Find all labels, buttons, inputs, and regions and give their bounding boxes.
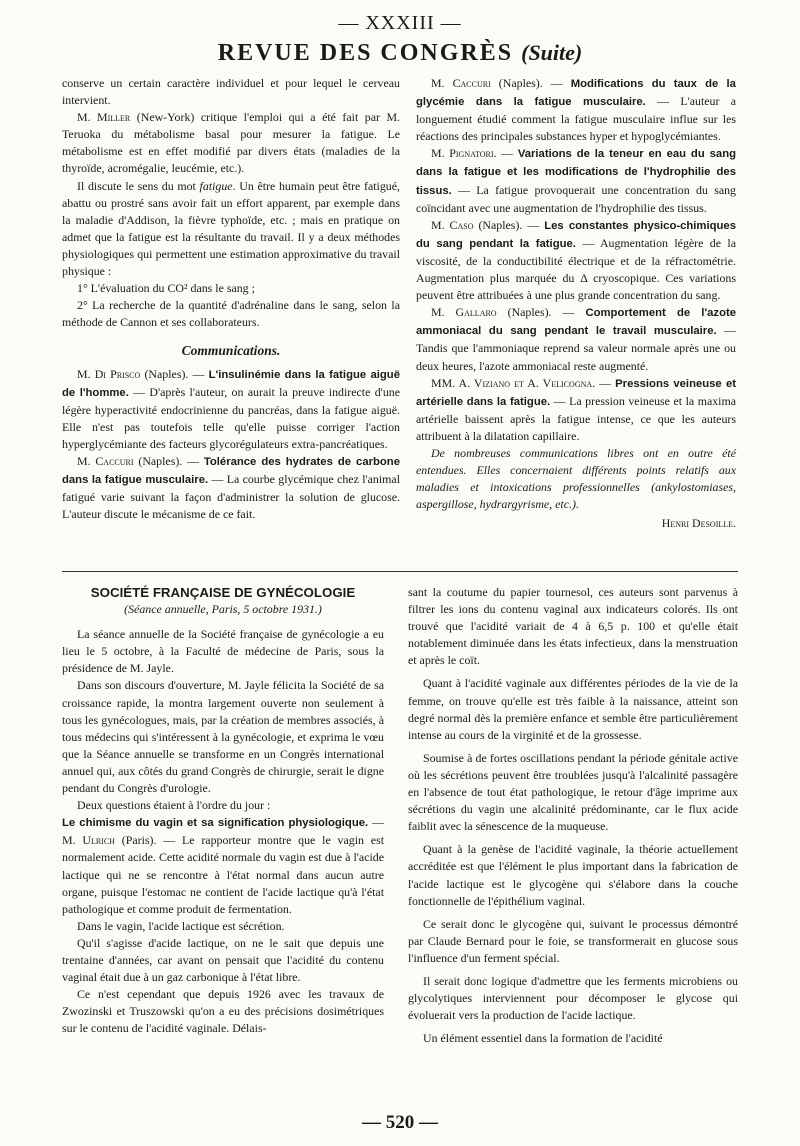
paragraph: La séance annuelle de la Société française de gynécologie a eu lieu le 5 octobre, à la Faculté de médecine de Paris, sous la présidence de M. Jayle. <box>62 627 384 676</box>
author-name: MM. A. Viziano et A. Velicogna <box>431 375 593 390</box>
paragraph <box>416 145 736 216</box>
column-4 <box>408 584 738 1053</box>
communication-title: Pressions veineuse et artérielle dans la fatigue. <box>416 377 736 408</box>
author-city: (Naples). — <box>473 217 545 232</box>
paragraph <box>62 453 400 523</box>
paragraph <box>62 814 384 918</box>
paragraph <box>416 217 736 304</box>
section-subheading: Communications. <box>181 343 281 359</box>
paragraph: Il serait donc logique d'admettre que les ferments microbiens ou glycolytiques interviennent pour décomposer le glycose qui évoluerait vers la production de l'acide lactique. <box>408 973 738 1023</box>
paragraph: Dans son discours d'ouverture, M. Jayle félicita la Société de sa croissance rapide, la montra largement ouverte non seulement à tous les gynécologues, mais, par la création de membres associés, à tous médecins qui s'intéressent à la gynécologie, et exprima le vœu que la Séance annuelle se transforme en un Congrès international annuel qui, aux côtés du grand Congrès de chirurgie, serait le digne pendant du Congrès d'urologie. <box>62 678 384 796</box>
paragraph: Un élément essentiel dans la formation de l'acidité <box>423 1031 663 1046</box>
paragraph <box>62 366 400 453</box>
column-1 <box>62 75 400 523</box>
author-city: . — <box>493 146 518 161</box>
society-subheading: (Séance annuelle, Paris, 5 octobre 1931.) <box>124 602 322 617</box>
paragraph-text: — Tandis que l'ammoniaque reprend sa valeur normale après une ou deux heures, l'azote ammoniacal reste augmenté. <box>416 323 736 373</box>
paragraph-text: (New-York) critique l'emploi qui a été fait par M. Teruoka du métabolisme basal pour mesurer la fatigue. Le métabolisme est en effet modifié par divers états (maladies de la thyroïde, acromégalie, leucémie, etc.). <box>62 110 400 176</box>
communication-title: Les constantes physico-chimiques du sang pendant la fatigue. <box>416 219 736 250</box>
paragraph-text: — D'après l'auteur, on aurait la preuve indirecte d'une légère hyperactivité endocrinienne du pancréas, dans la fatigue aiguë. Elle n'est pas toutefois telle qu'elle puisse corriger l'action hyperglycémiante des facteurs glycorégulateurs extra-pancréatiques. <box>62 384 400 451</box>
paragraph: 1° L'évaluation du CO² dans le sang ; <box>77 281 255 296</box>
author-name: M. Caso <box>431 217 474 232</box>
author-name: M. Caccuri <box>77 453 134 468</box>
author-city: . — <box>592 375 616 390</box>
communication-title: Tolérance des hydrates de carbone dans la fatigue musculaire. <box>62 455 400 487</box>
column-3 <box>62 584 384 1037</box>
page-number: — 520 — <box>362 1112 438 1133</box>
paragraph: Qu'il s'agisse d'acide lactique, on ne le sait que depuis une trentaine d'années, car avant on pensait que l'acidité du contenu vaginal était due à un gaz carbonique à l'état libre. <box>62 935 384 985</box>
paragraph: Quant à la genèse de l'acidité vaginale, la théorie actuellement accréditée est que l'élément le plus important dans la fabrication de l'acide lactique est le glycogène qui s'élabore dans la couche fonctionnelle de l'épithélium vaginal. <box>408 842 738 908</box>
communication-title: Modifications du taux de la glycémie dans la fatigue musculaire. <box>416 78 736 109</box>
paragraph <box>62 109 400 177</box>
paragraph <box>62 178 400 281</box>
paragraph: Ce serait donc le glycogène qui, suivant le processus démontré par Claude Bernard pour le foie, se transformerait en glucose sous l'influence d'un ferment spécial. <box>408 916 738 965</box>
author-name: M. Gallaro <box>431 305 497 320</box>
paragraph-text: — La fatigue provoquerait une concentration du sang coïncidant avec une augmentation de l'hydrophilie des tissus. <box>416 182 736 215</box>
paragraph-text: . Un être humain peut être fatigué, abattu ou prostré sans avoir fait un effort apparent, par exemple dans la maladie d'Addison, la fièvre typhoïde, etc. ; mais en pratique on admet que la fatigue est la résultante du travail. Il y a deux méthodes physiologiques qui permettent une estimation approximative du travail physique : <box>62 178 400 279</box>
paragraph-text: — <box>368 815 384 830</box>
paragraph-text: — Augmentation légère de la viscosité, de la conductibilité électrique et de la réfractométrie. Augmentation plus marquée du Δ cryoscopique. Ces variations peuvent être attribuées à une plus grande concentration du sang. <box>416 235 736 303</box>
section-divider <box>62 571 738 572</box>
journal-title-suite: (Suite) <box>521 40 583 65</box>
author-city: (Naples). — <box>140 366 209 381</box>
communication-title: L'insulinémie dans la fatigue aiguë de l'homme. <box>62 368 400 399</box>
paragraph: Ce n'est cependant que depuis 1926 avec les travaux de Zwozinski et Truszowski qu'on a eu des précisions dosimétriques sur le contenu de l'acidité vaginale. Délais- <box>62 987 384 1036</box>
paragraph <box>416 75 736 145</box>
emphasis: fatigue <box>199 178 233 193</box>
paragraph: Soumise à de fortes oscillations pendant la période génitale active où les sécrétions peuvent être troublées jusqu'à l'alcalinité passagère en l'absence de tout état pathologique, le retour d'âge imprime aux sécrétions du vagin une alcalinité prédominante, car le flux acide faiblit avec la sénescence de la muqueuse. <box>408 750 738 834</box>
paragraph: De nombreuses communications libres ont en outre été entendues. Elles concernaient différents points relatifs aux maladies et intoxications professionnelles (ankylostomiases, aspergillose, hydrargyrisme, etc.). <box>416 445 736 512</box>
paragraph-text: — L'auteur a longuement étudié comment la fatigue musculaire influe sur les réactions des principales substances hyper et hypoglycémiantes. <box>416 94 737 144</box>
question-title: Le chimisme du vagin et sa signification physiologique. <box>62 817 369 830</box>
paragraph-text: Il discute le sens du mot <box>77 178 200 193</box>
society-heading: SOCIÉTÉ FRANÇAISE DE GYNÉCOLOGIE <box>90 585 356 600</box>
paragraph <box>416 304 736 374</box>
paragraph-text: — La pression veineuse et la maxima artérielle baissent après la fatigue intense, ce que les auteurs attribuent à la dilatation capillaire. <box>416 393 736 443</box>
paragraph: conserve un certain caractère individuel et pour lequel le cerveau intervient. <box>62 76 400 108</box>
journal-title <box>0 40 800 67</box>
author-city: (Naples). — <box>133 453 204 468</box>
paragraph: Dans le vagin, l'acide lactique est sécrétion. <box>77 918 285 933</box>
journal-title-text: REVUE DES CONGRÈS <box>217 40 514 66</box>
communication-title: Comportement de l'azote ammoniacal du sang pendant le travail musculaire. <box>416 307 737 338</box>
paragraph <box>416 375 736 445</box>
author-city: (Naples). — <box>496 305 586 320</box>
paragraph: Quant à l'acidité vaginale aux différentes périodes de la vie de la femme, on trouve qu'elle est très faible à la naissance, atteint son degré normal dès la première enfance et semble être particulièrement intense au cours de la virginité et de la grossesse. <box>408 676 738 742</box>
author-name: M. Caccuri <box>431 76 491 90</box>
author-name: M. Ulrich <box>62 833 115 848</box>
paragraph: sant la coutume du papier tournesol, ces auteurs sont parvenus à filtrer les ions du contenu vaginal aux indicateurs colorés. Ils ont trouvé que l'acidité variait de 4 à 6,5 p. 100 et qu'elle était notablement diminuée dans les états infectieux, dans la menstruation et après le coït. <box>408 585 738 668</box>
column-2 <box>416 75 736 532</box>
signature: Henri Desoille. <box>661 516 736 531</box>
author-city: (Naples). — <box>490 76 571 90</box>
author-name: M. Di Prisco <box>77 366 141 381</box>
author-name: M. Miller <box>77 110 131 125</box>
page-roman-numeral: — XXXIII — <box>338 12 462 34</box>
paragraph-text: — La courbe glycémique chez l'animal fatigué varie suivant la façon d'administrer la solution de glucose. L'auteur discute le mécanisme de ce fait. <box>62 472 400 522</box>
communication-title: Variations de la teneur en eau du sang dans la fatigue et les modifications de l'hydrophilie des tissus. <box>416 148 736 197</box>
author-name: M. Pignatori <box>431 146 494 161</box>
paragraph: Deux questions étaient à l'ordre du jour : <box>77 798 271 813</box>
paragraph-text: (Paris). — Le rapporteur montre que le vagin est normalement acide. Cette acidité normale du vagin est due à l'acide lactique qui ne se rencontre à l'état normal dans aucun autre organe, puisque l'estomac ne contient de l'acide lactique qu'à l'état pathologique et comme produit de fermentation. <box>62 833 384 916</box>
paragraph: 2° La recherche de la quantité d'adrénaline dans le sang, selon la méthode de Cannon et ses collaborateurs. <box>62 298 400 330</box>
